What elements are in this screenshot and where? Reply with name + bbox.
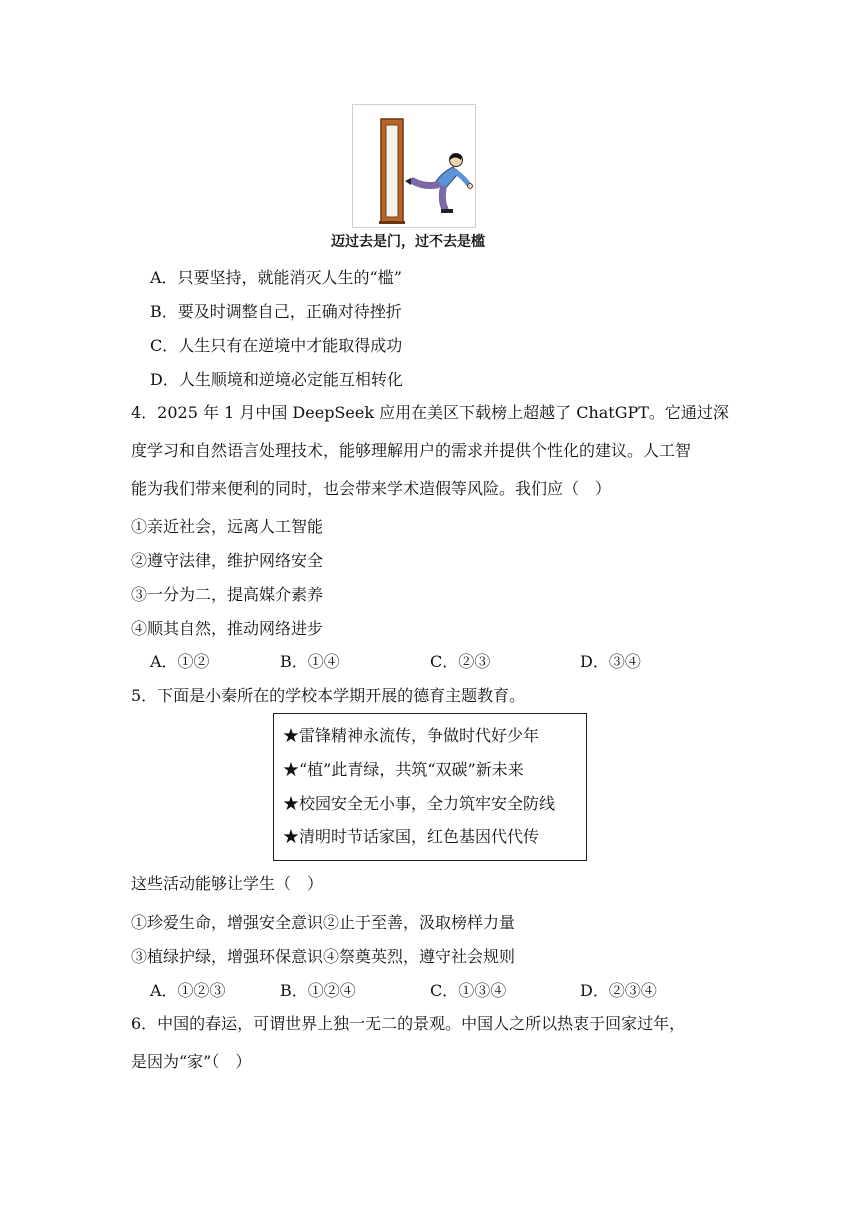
q4-option-c: C．②③	[430, 652, 491, 671]
q4-option-d: D．③④	[580, 652, 641, 671]
q6-stem-line-1: 6．中国的春运，可谓世界上独一无二的景观。中国人之所以热衷于回家过年，	[131, 1014, 686, 1033]
activity-item-3: ★校园安全无小事，全力筑牢安全防线	[283, 794, 556, 813]
q4-stem-line-2: 度学习和自然语言处理技术，能够理解用户的需求并提供个性化的建议。人工智	[131, 441, 692, 460]
q5-option-a: A．①②③	[150, 981, 226, 1000]
q4-statement-4: ④顺其自然，推动网络进步	[131, 619, 324, 638]
activity-item-2: ★“植”此青绿，共筑“双碳”新未来	[283, 760, 524, 779]
q3-option-d: D．人生顺境和逆境必定能互相转化	[150, 370, 403, 389]
q5-option-b: B．①②④	[280, 981, 356, 1000]
q5-question: 这些活动能够让学生（ ）	[131, 874, 324, 893]
figure-caption: 迈过去是门，过不去是槛	[331, 234, 485, 250]
q5-option-c: C．①③④	[430, 981, 507, 1000]
q4-option-b: B．①④	[280, 652, 340, 671]
door-illustration	[352, 104, 476, 228]
q3-option-c: C．人生只有在逆境中才能取得成功	[150, 336, 403, 355]
activity-item-4: ★清明时节话家国，红色基因代代传	[283, 827, 540, 846]
q4-option-a: A．①②	[150, 652, 210, 671]
q5-option-d: D．②③④	[580, 981, 657, 1000]
q4-statement-3: ③一分为二，提高媒介素养	[131, 585, 324, 604]
q5-stem: 5．下面是小秦所在的学校本学期开展的德育主题教育。	[131, 686, 526, 705]
q4-statement-2: ②遵守法律，维护网络安全	[131, 551, 324, 570]
q4-stem-line-3: 能为我们带来便利的同时，也会带来学术造假等风险。我们应（ ）	[131, 479, 612, 498]
q4-statement-1: ①亲近社会，远离人工智能	[131, 517, 324, 536]
person-door-icon	[353, 105, 475, 227]
activity-item-1: ★雷锋精神永流传，争做时代好少年	[283, 726, 540, 745]
q5-statement-line-1: ①珍爱生命，增强安全意识②止于至善，汲取榜样力量	[131, 913, 516, 932]
q3-option-b: B．要及时调整自己，正确对待挫折	[150, 302, 402, 321]
q3-option-a: A．只要坚持，就能消灭人生的“槛”	[150, 268, 402, 287]
q5-statement-line-2: ③植绿护绿，增强环保意识④祭奠英烈，遵守社会规则	[131, 947, 516, 966]
q4-stem-line-1: 4．2025 年 1 月中国 DeepSeek 应用在美区下载榜上超越了 ChatGPT。它通过深	[131, 403, 729, 422]
q6-stem-line-2: 是因为“家”（ ）	[131, 1052, 252, 1071]
